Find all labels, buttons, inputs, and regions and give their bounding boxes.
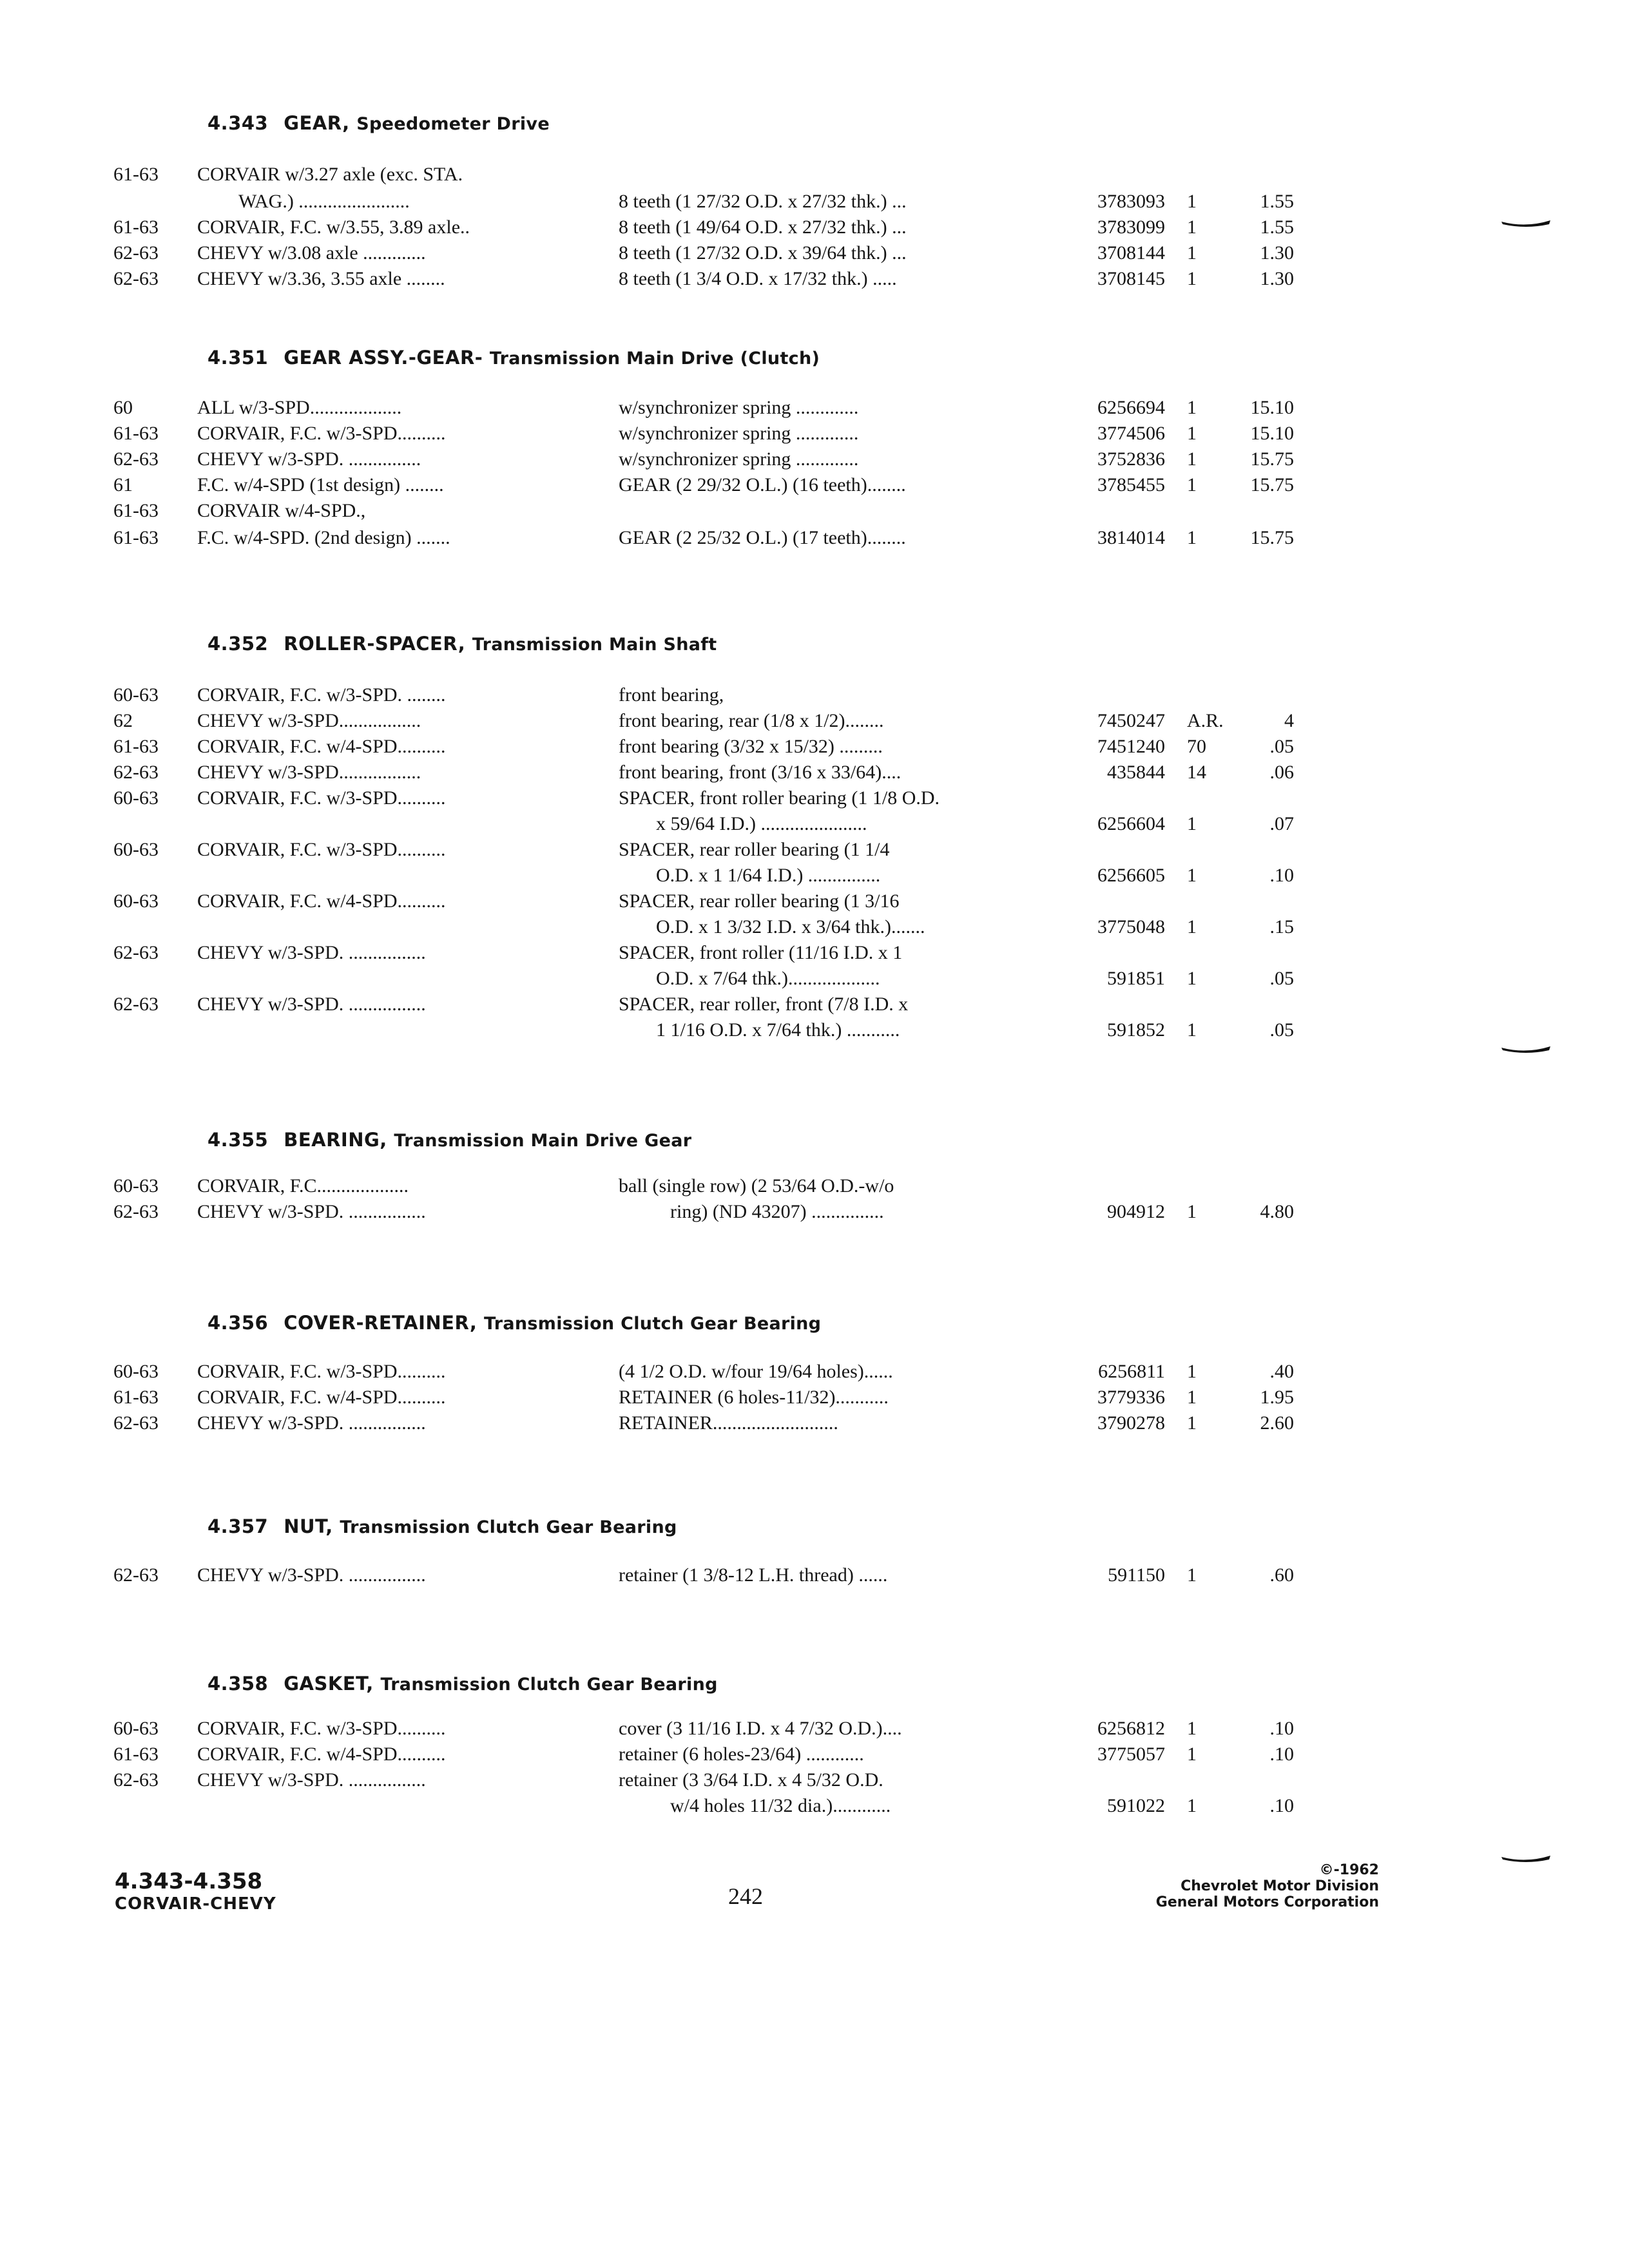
part-number: 3790278: [1097, 1412, 1165, 1434]
parts-row: [0, 762, 1629, 787]
part-number: 3775057: [1097, 1744, 1165, 1765]
model-year: 62-63: [113, 1769, 159, 1791]
copyright: ©-1962: [1319, 1862, 1379, 1878]
part-description: retainer (1 3/8-12 L.H. thread) ......: [619, 1564, 888, 1586]
part-description: 1 1/16 O.D. x 7/64 thk.) ...........: [656, 1019, 900, 1041]
parts-row: [0, 216, 1629, 242]
price: 15.75: [1250, 527, 1294, 548]
quantity: 1: [1187, 191, 1197, 212]
part-description: GEAR (2 25/32 O.L.) (17 teeth)........: [619, 527, 906, 548]
parts-row: [0, 191, 1629, 216]
vehicle-model: CHEVY w/3-SPD. ................: [197, 942, 426, 963]
model-year: 62-63: [113, 1412, 159, 1434]
section-title: COVER-RETAINER,: [284, 1312, 477, 1334]
vehicle-model: CHEVY w/3-SPD. ................: [197, 1769, 426, 1791]
quantity: 1: [1187, 865, 1197, 886]
section-subtitle: Transmission Clutch Gear Bearing: [484, 1314, 822, 1334]
vehicle-model: CORVAIR w/3.27 axle (exc. STA.: [197, 164, 463, 185]
price: .40: [1269, 1361, 1294, 1382]
section-title: GEAR,: [284, 112, 350, 134]
part-number: 6256605: [1097, 865, 1165, 886]
model-year: 60-63: [113, 839, 159, 860]
model-year: 61: [113, 474, 133, 495]
section-subtitle: Transmission Clutch Gear Bearing: [380, 1675, 718, 1695]
parts-row: [0, 1744, 1629, 1769]
part-number: 6256604: [1097, 813, 1165, 834]
quantity: 1: [1187, 1201, 1197, 1222]
model-year: 61-63: [113, 736, 159, 757]
section-subtitle: Transmission Main Drive (Clutch): [489, 349, 820, 369]
parts-row: [0, 1387, 1629, 1412]
vehicle-model: CHEVY w/3-SPD. ................: [197, 1564, 426, 1586]
quantity: 1: [1187, 1564, 1197, 1586]
part-number: 591851: [1107, 968, 1165, 989]
section-heading: [207, 1673, 718, 1695]
price: .15: [1269, 916, 1294, 937]
price: .05: [1269, 736, 1294, 757]
price: 15.10: [1250, 423, 1294, 444]
part-number: 7451240: [1097, 736, 1165, 757]
section-number: 4.343: [207, 112, 269, 134]
section-heading: [207, 1312, 821, 1334]
section-number: 4.358: [207, 1673, 269, 1695]
section-title: GASKET,: [284, 1673, 374, 1695]
part-number: 3785455: [1097, 474, 1165, 495]
parts-row: [0, 397, 1629, 423]
model-year: 61-63: [113, 527, 159, 548]
parts-row: [0, 1769, 1629, 1795]
price: 1.55: [1260, 216, 1294, 238]
vehicle-model: CORVAIR, F.C. w/4-SPD..........: [197, 1387, 446, 1408]
price: .10: [1269, 1718, 1294, 1739]
parts-row: [0, 527, 1629, 553]
quantity: 1: [1187, 1387, 1197, 1408]
vehicle-model: CHEVY w/3-SPD.................: [197, 710, 421, 731]
quantity: 1: [1187, 916, 1197, 937]
section-subtitle: Transmission Clutch Gear Bearing: [340, 1517, 677, 1537]
vehicle-model: F.C. w/4-SPD (1st design) ........: [197, 474, 444, 495]
parts-row: [0, 813, 1629, 839]
binding-mark-icon: [1500, 219, 1552, 228]
page-number: 242: [728, 1883, 763, 1909]
model-year: 62-63: [113, 1564, 159, 1586]
parts-row: [0, 890, 1629, 916]
price: 1.95: [1260, 1387, 1294, 1408]
model-year: 60-63: [113, 787, 159, 809]
parts-row: [0, 448, 1629, 474]
parts-row: [0, 1795, 1629, 1821]
vehicle-model: CORVAIR, F.C. w/3-SPD..........: [197, 1718, 446, 1739]
quantity: 1: [1187, 448, 1197, 470]
model-year: 61-63: [113, 423, 159, 444]
parts-row: [0, 684, 1629, 710]
model-year: 61-63: [113, 216, 159, 238]
part-description: O.D. x 1 1/64 I.D.) ...............: [656, 865, 881, 886]
part-number: 3783093: [1097, 191, 1165, 212]
parts-row: [0, 710, 1629, 736]
part-description: ring) (ND 43207) ...............: [670, 1201, 884, 1222]
model-year: 61-63: [113, 500, 159, 521]
footer-models: CORVAIR-CHEVY: [115, 1894, 276, 1914]
part-description: w/4 holes 11/32 dia.)............: [670, 1795, 891, 1816]
part-description: cover (3 11/16 I.D. x 4 7/32 O.D.)....: [619, 1718, 902, 1739]
section-number: 4.356: [207, 1312, 269, 1334]
quantity: 1: [1187, 1795, 1197, 1816]
price: .10: [1269, 1795, 1294, 1816]
part-number: 6256694: [1097, 397, 1165, 418]
price: 15.75: [1250, 448, 1294, 470]
part-description: w/synchronizer spring .............: [619, 423, 859, 444]
part-description: front bearing, front (3/16 x 33/64)....: [619, 762, 901, 783]
part-description: front bearing (3/32 x 15/32) .........: [619, 736, 883, 757]
part-description: (4 1/2 O.D. w/four 19/64 holes)......: [619, 1361, 893, 1382]
part-description: x 59/64 I.D.) ......................: [656, 813, 867, 834]
price: 1.30: [1260, 268, 1294, 289]
model-year: 62-63: [113, 1201, 159, 1222]
model-year: 61-63: [113, 1744, 159, 1765]
part-description: w/synchronizer spring .............: [619, 397, 859, 418]
model-year: 60-63: [113, 1718, 159, 1739]
section-heading: [207, 1129, 691, 1151]
vehicle-model: CHEVY w/3-SPD. ................: [197, 1201, 426, 1222]
quantity: 1: [1187, 1412, 1197, 1434]
footer-right: [1156, 1862, 1379, 1910]
part-number: 3779336: [1097, 1387, 1165, 1408]
model-year: 62-63: [113, 762, 159, 783]
vehicle-model: CORVAIR, F.C. w/3-SPD. ........: [197, 684, 446, 706]
part-description: front bearing, rear (1/8 x 1/2)........: [619, 710, 884, 731]
parts-row: [0, 474, 1629, 500]
section-heading: [207, 112, 550, 134]
price: 1.55: [1260, 191, 1294, 212]
section-subtitle: Transmission Main Drive Gear: [394, 1131, 692, 1151]
part-number: 3814014: [1097, 527, 1165, 548]
part-description: RETAINER (6 holes-11/32)...........: [619, 1387, 889, 1408]
model-year: 62-63: [113, 268, 159, 289]
vehicle-model: ALL w/3-SPD...................: [197, 397, 402, 418]
section-heading: [207, 633, 717, 655]
part-number: 3775048: [1097, 916, 1165, 937]
binding-mark-icon: [1500, 1045, 1552, 1054]
quantity: A.R.: [1187, 710, 1224, 731]
vehicle-model: CORVAIR w/4-SPD.,: [197, 500, 366, 521]
part-number: 7450247: [1097, 710, 1165, 731]
price: .10: [1269, 865, 1294, 886]
part-description: GEAR (2 29/32 O.L.) (16 teeth)........: [619, 474, 906, 495]
parts-row: [0, 968, 1629, 994]
quantity: 1: [1187, 1744, 1197, 1765]
price: 15.75: [1250, 474, 1294, 495]
price: .06: [1269, 762, 1294, 783]
price: .05: [1269, 1019, 1294, 1041]
vehicle-model: CORVAIR, F.C. w/4-SPD..........: [197, 736, 446, 757]
section-title: ROLLER-SPACER,: [284, 633, 466, 655]
parts-row: [0, 500, 1629, 526]
model-year: 61-63: [113, 1387, 159, 1408]
part-description: SPACER, front roller bearing (1 1/8 O.D.: [619, 787, 940, 809]
vehicle-model: CORVAIR, F.C. w/3-SPD..........: [197, 839, 446, 860]
part-description: retainer (6 holes-23/64) ............: [619, 1744, 864, 1765]
quantity: 1: [1187, 813, 1197, 834]
vehicle-model: CHEVY w/3.36, 3.55 axle ........: [197, 268, 445, 289]
parts-row: [0, 1564, 1629, 1590]
quantity: 1: [1187, 527, 1197, 548]
price: .07: [1269, 813, 1294, 834]
parts-row: [0, 1361, 1629, 1387]
vehicle-model: CORVAIR, F.C. w/3-SPD..........: [197, 423, 446, 444]
part-number: 3752836: [1097, 448, 1165, 470]
section-subtitle: Speedometer Drive: [356, 114, 550, 134]
quantity: 14: [1187, 762, 1206, 783]
quantity: 1: [1187, 474, 1197, 495]
vehicle-model: CORVAIR, F.C...................: [197, 1175, 409, 1196]
part-description: 8 teeth (1 27/32 O.D. x 39/64 thk.) ...: [619, 242, 907, 264]
parts-row: [0, 1412, 1629, 1438]
quantity: 1: [1187, 1019, 1197, 1041]
vehicle-model: CORVAIR, F.C. w/3-SPD..........: [197, 1361, 446, 1382]
parts-row: [0, 164, 1629, 189]
price: 4.80: [1260, 1201, 1294, 1222]
model-year: 60-63: [113, 1175, 159, 1196]
part-number: 6256812: [1097, 1718, 1165, 1739]
section-number: 4.351: [207, 347, 269, 369]
division-name: Chevrolet Motor Division: [1181, 1878, 1379, 1894]
part-description: RETAINER..........................: [619, 1412, 838, 1434]
parts-row: [0, 268, 1629, 294]
part-description: ball (single row) (2 53/64 O.D.-w/o: [619, 1175, 894, 1196]
part-number: 435844: [1107, 762, 1165, 783]
parts-row: [0, 916, 1629, 942]
price: .05: [1269, 968, 1294, 989]
vehicle-model: CHEVY w/3-SPD.................: [197, 762, 421, 783]
parts-row: [0, 1718, 1629, 1744]
vehicle-model: CORVAIR, F.C. w/3.55, 3.89 axle..: [197, 216, 470, 238]
quantity: 1: [1187, 242, 1197, 264]
model-year: 60-63: [113, 890, 159, 912]
section-number: 4.352: [207, 633, 269, 655]
quantity: 1: [1187, 423, 1197, 444]
part-number: 3783099: [1097, 216, 1165, 238]
part-description: SPACER, rear roller bearing (1 3/16: [619, 890, 900, 912]
part-description: 8 teeth (1 49/64 O.D. x 27/32 thk.) ...: [619, 216, 907, 238]
vehicle-model: WAG.) .......................: [238, 191, 410, 212]
section-number: 4.355: [207, 1129, 269, 1151]
parts-row: [0, 994, 1629, 1019]
part-description: 8 teeth (1 3/4 O.D. x 17/32 thk.) .....: [619, 268, 897, 289]
quantity: 1: [1187, 968, 1197, 989]
quantity: 1: [1187, 216, 1197, 238]
parts-row: [0, 865, 1629, 890]
quantity: 1: [1187, 397, 1197, 418]
part-number: 591852: [1107, 1019, 1165, 1041]
binding-mark-icon: [1500, 1854, 1552, 1863]
part-description: SPACER, rear roller, front (7/8 I.D. x: [619, 994, 909, 1015]
model-year: 62-63: [113, 942, 159, 963]
vehicle-model: CHEVY w/3.08 axle .............: [197, 242, 426, 264]
part-description: front bearing,: [619, 684, 724, 706]
parts-row: [0, 1019, 1629, 1045]
price: 15.10: [1250, 397, 1294, 418]
quantity: 1: [1187, 268, 1197, 289]
price: .10: [1269, 1744, 1294, 1765]
price: 4: [1284, 710, 1294, 731]
vehicle-model: CORVAIR, F.C. w/4-SPD..........: [197, 1744, 446, 1765]
model-year: 60-63: [113, 1361, 159, 1382]
model-year: 60: [113, 397, 133, 418]
price: .60: [1269, 1564, 1294, 1586]
part-number: 6256811: [1098, 1361, 1165, 1382]
model-year: 62: [113, 710, 133, 731]
section-number: 4.357: [207, 1515, 269, 1537]
part-number: 3774506: [1097, 423, 1165, 444]
parts-row: [0, 1201, 1629, 1227]
vehicle-model: CORVAIR, F.C. w/4-SPD..........: [197, 890, 446, 912]
section-title: NUT,: [284, 1515, 333, 1537]
parts-row: [0, 839, 1629, 865]
section-subtitle: Transmission Main Shaft: [472, 635, 717, 655]
quantity: 1: [1187, 1361, 1197, 1382]
parts-row: [0, 787, 1629, 813]
parts-row: [0, 242, 1629, 268]
vehicle-model: CHEVY w/3-SPD. ................: [197, 994, 426, 1015]
part-number: 591150: [1108, 1564, 1165, 1586]
vehicle-model: CORVAIR, F.C. w/3-SPD..........: [197, 787, 446, 809]
footer-section-range: 4.343-4.358: [115, 1869, 263, 1894]
part-description: SPACER, rear roller bearing (1 1/4: [619, 839, 890, 860]
model-year: 62-63: [113, 994, 159, 1015]
part-description: retainer (3 3/64 I.D. x 4 5/32 O.D.: [619, 1769, 883, 1791]
part-description: w/synchronizer spring .............: [619, 448, 859, 470]
footer-left: [115, 1869, 276, 1914]
price: 2.60: [1260, 1412, 1294, 1434]
part-description: 8 teeth (1 27/32 O.D. x 27/32 thk.) ...: [619, 191, 907, 212]
quantity: 70: [1187, 736, 1206, 757]
part-number: 3708144: [1097, 242, 1165, 264]
quantity: 1: [1187, 1718, 1197, 1739]
corporation-name: General Motors Corporation: [1155, 1894, 1379, 1910]
vehicle-model: CHEVY w/3-SPD. ................: [197, 1412, 426, 1434]
model-year: 61-63: [113, 164, 159, 185]
part-description: O.D. x 7/64 thk.)...................: [656, 968, 880, 989]
part-number: 3708145: [1097, 268, 1165, 289]
vehicle-model: CHEVY w/3-SPD. ...............: [197, 448, 421, 470]
parts-row: [0, 1175, 1629, 1201]
section-heading: [207, 347, 820, 369]
part-number: 591022: [1107, 1795, 1165, 1816]
parts-row: [0, 736, 1629, 762]
section-title: BEARING,: [284, 1129, 387, 1151]
part-number: 904912: [1107, 1201, 1165, 1222]
vehicle-model: F.C. w/4-SPD. (2nd design) .......: [197, 527, 450, 548]
parts-row: [0, 942, 1629, 968]
model-year: 62-63: [113, 242, 159, 264]
section-title: GEAR ASSY.-GEAR-: [284, 347, 483, 369]
parts-row: [0, 423, 1629, 448]
part-description: SPACER, front roller (11/16 I.D. x 1: [619, 942, 903, 963]
part-description: O.D. x 1 3/32 I.D. x 3/64 thk.).......: [656, 916, 925, 937]
section-heading: [207, 1515, 677, 1537]
price: 1.30: [1260, 242, 1294, 264]
model-year: 62-63: [113, 448, 159, 470]
model-year: 60-63: [113, 684, 159, 706]
